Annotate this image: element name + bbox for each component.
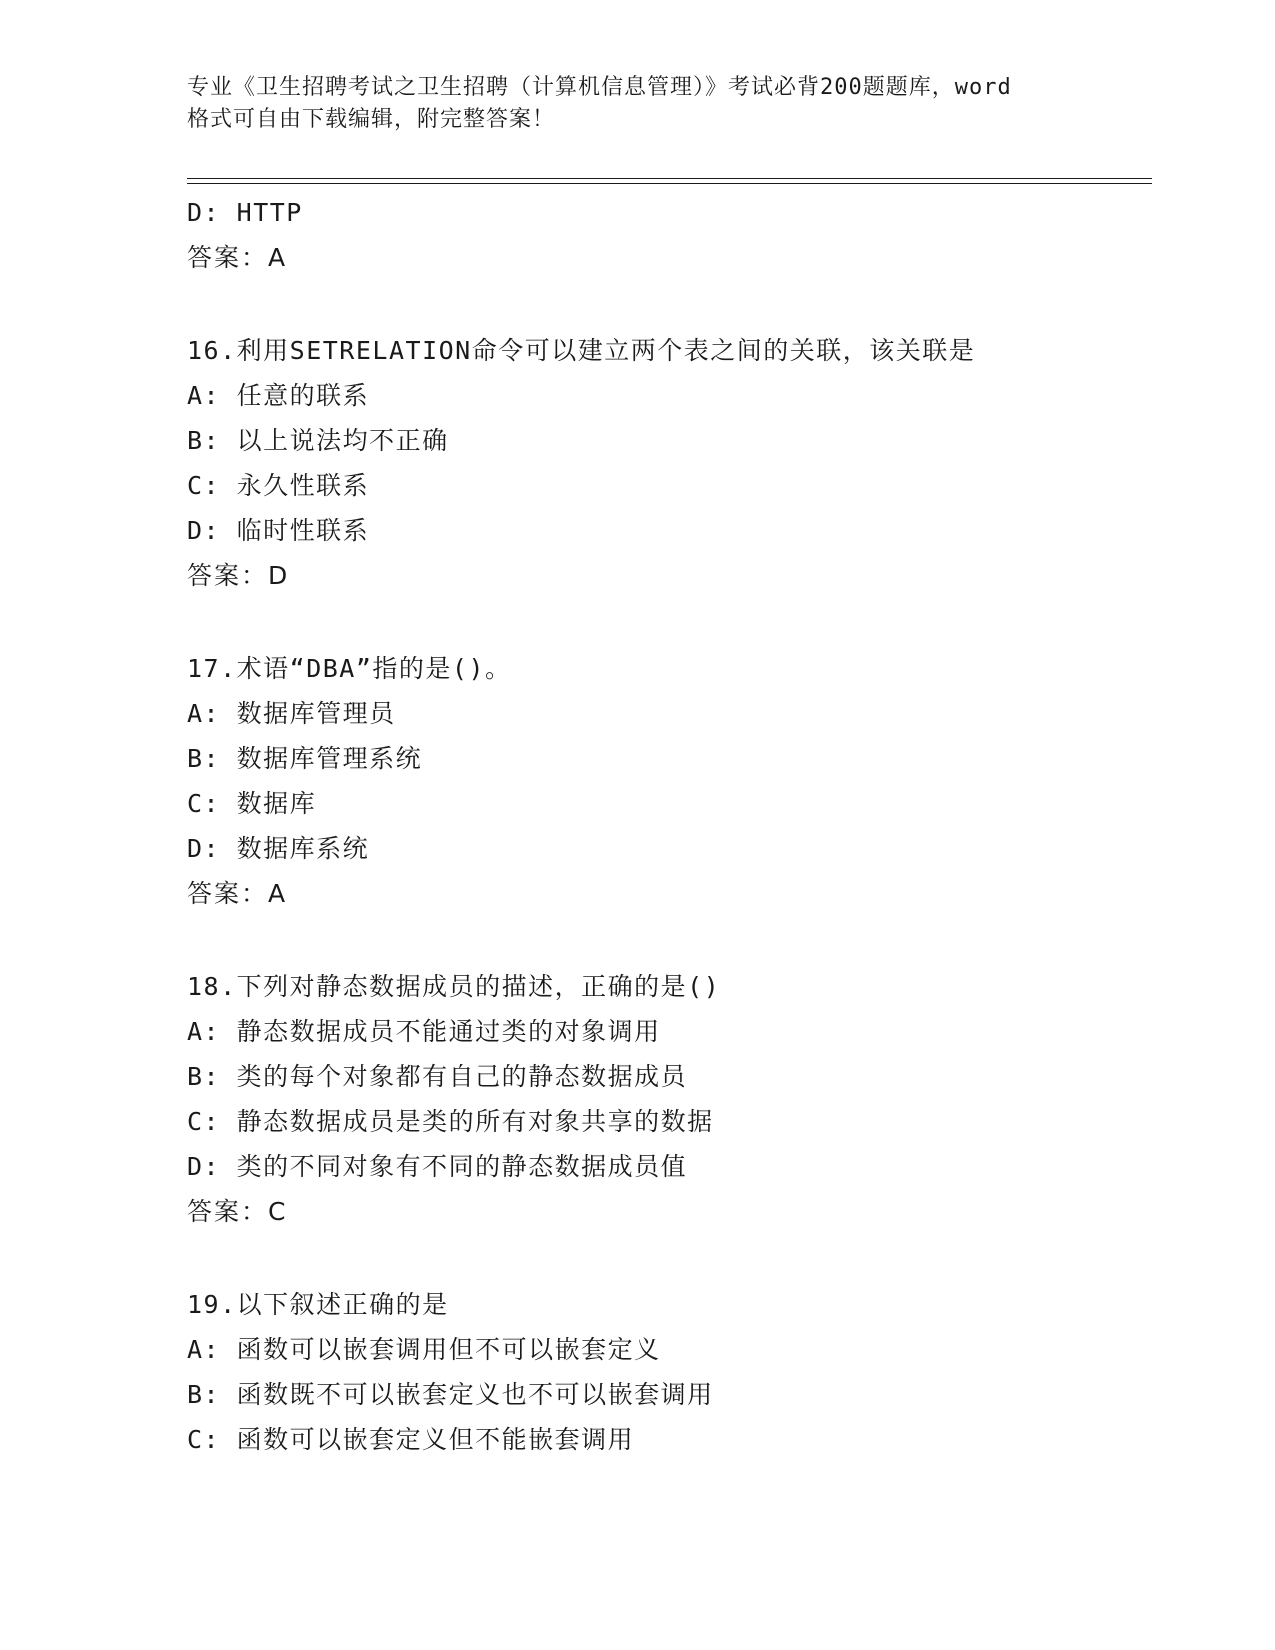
option-c: C: 静态数据成员是类的所有对象共享的数据 — [187, 1107, 714, 1136]
question-stem: 18.下列对静态数据成员的描述，正确的是() — [187, 972, 721, 1001]
option-c: C: 数据库 — [187, 789, 317, 818]
option-d: D: 类的不同对象有不同的静态数据成员值 — [187, 1152, 688, 1181]
header-rule-bottom — [187, 183, 1152, 184]
answer-line: 答案：C — [187, 1197, 288, 1226]
question-stem: 17.术语“DBA”指的是()。 — [187, 654, 512, 683]
question-list — [187, 190, 1147, 1462]
option-a: A: 任意的联系 — [187, 381, 370, 410]
option-a: A: 静态数据成员不能通过类的对象调用 — [187, 1017, 661, 1046]
question-16 — [187, 328, 1147, 598]
header-line-2: 格式可自由下载编辑，附完整答案！ — [187, 107, 556, 132]
option-c: C: 永久性联系 — [187, 471, 370, 500]
question-19 — [187, 1282, 1147, 1462]
option-b: B: 类的每个对象都有自己的静态数据成员 — [187, 1062, 688, 1091]
option-a: A: 数据库管理员 — [187, 699, 396, 728]
question-stem: 16.利用SETRELATION命令可以建立两个表之间的关联，该关联是 — [187, 336, 976, 365]
option-d: D: 数据库系统 — [187, 834, 370, 863]
option-b: B: 函数既不可以嵌套定义也不可以嵌套调用 — [187, 1380, 714, 1409]
option-b: B: 数据库管理系统 — [187, 744, 423, 773]
header-line-1: 专业《卫生招聘考试之卫生招聘（计算机信息管理）》考试必背200题题库，word — [187, 75, 1012, 100]
option-d: D: 临时性联系 — [187, 516, 370, 545]
answer-line: 答案：A — [187, 879, 288, 908]
option-d: D: HTTP — [187, 198, 303, 227]
question-17 — [187, 646, 1147, 916]
answer-line: 答案：D — [187, 561, 290, 590]
header-rule-top — [187, 178, 1152, 179]
document-header — [187, 72, 1087, 136]
question-stem: 19.以下叙述正确的是 — [187, 1290, 449, 1319]
option-c: C: 函数可以嵌套定义但不能嵌套调用 — [187, 1425, 635, 1454]
question-18 — [187, 964, 1147, 1234]
answer-line: 答案：A — [187, 243, 288, 272]
option-a: A: 函数可以嵌套调用但不可以嵌套定义 — [187, 1335, 661, 1364]
option-b: B: 以上说法均不正确 — [187, 426, 449, 455]
